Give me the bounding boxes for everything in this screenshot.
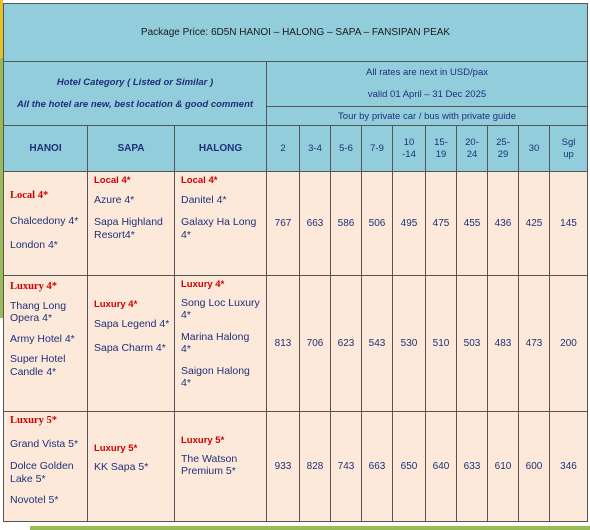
hotel-name: Sapa Highland Resort4* (94, 216, 163, 241)
hotel-name: Grand Vista 5* (10, 437, 79, 450)
hotel-name: Sapa Legend 4* (94, 317, 170, 330)
pax-header-l1: 7-9 (370, 142, 384, 154)
rates-currency-note: All rates are next in USD/pax (366, 67, 488, 78)
hotel-name: London 4* (10, 239, 58, 251)
pax-header-l1: 20- (465, 136, 479, 148)
hotel-name: Thang Long Opera 4* (10, 299, 67, 324)
pax-header-l2: 19 (435, 148, 447, 160)
price-cell: 813 (267, 276, 300, 412)
price-cell: 436 (488, 172, 519, 276)
halong-hotels-cell (175, 276, 267, 412)
tour-note: Tour by private car / bus with private guide (267, 107, 588, 126)
hotel-name: Chalcedony 4* (10, 214, 79, 227)
pax-header (519, 126, 550, 172)
pax-header (300, 126, 331, 172)
pax-header-l1: 3-4 (308, 142, 322, 154)
hotel-name: The Watson Premium 5* (181, 452, 238, 477)
price-cell: 650 (393, 412, 426, 522)
hanoi-hotels-cell (4, 412, 88, 522)
table-row (4, 172, 588, 276)
pax-header-l2: 29 (497, 148, 509, 160)
hotel-name: Azure 4* (94, 193, 135, 206)
pax-header-l1: 25- (496, 136, 510, 148)
pax-header (362, 126, 393, 172)
bottom-accent (30, 526, 590, 530)
hotel-category-label: Luxury 4* (10, 281, 57, 292)
hotel-name: Saigon Halong 4* (181, 364, 250, 389)
price-cell: 495 (393, 172, 426, 276)
price-cell: 510 (426, 276, 457, 412)
price-cell: 663 (300, 172, 331, 276)
hotel-name: Song Loc Luxury 4* (181, 296, 260, 321)
price-cell: 706 (300, 276, 331, 412)
price-cell: 145 (550, 172, 588, 276)
pax-header-l2: -14 (402, 148, 416, 160)
pax-header-l2: up (563, 148, 574, 160)
pax-header-l1: Sgl (561, 136, 576, 148)
hotel-category-label: Local 4* (10, 190, 49, 201)
price-cell: 610 (488, 412, 519, 522)
price-cell: 543 (362, 276, 393, 412)
price-cell: 743 (331, 412, 362, 522)
hotel-name: KK Sapa 5* (94, 460, 149, 473)
pax-header-l1: 30 (528, 142, 540, 154)
hotel-name: Marina Halong 4* (181, 330, 250, 355)
halong-hotels-cell (175, 412, 267, 522)
hotel-category-note (4, 62, 267, 126)
price-cell: 663 (362, 412, 393, 522)
price-cell: 600 (519, 412, 550, 522)
hotel-name: Army Hotel 4* (10, 332, 75, 345)
price-cell: 586 (331, 172, 362, 276)
pax-header-l2: 24 (466, 148, 478, 160)
price-cell: 503 (457, 276, 488, 412)
pax-header (457, 126, 488, 172)
hotel-name: Galaxy Ha Long 4* (181, 216, 257, 241)
rates-validity-note: valid 01 April – 31 Dec 2025 (367, 89, 487, 100)
price-cell: 640 (426, 412, 457, 522)
column-header-sapa: SAPA (88, 126, 175, 172)
price-cell: 425 (519, 172, 550, 276)
price-cell: 633 (457, 412, 488, 522)
hotel-category-label: Luxury 5* (10, 415, 57, 426)
hotel-category-label: Luxury 4* (181, 279, 225, 290)
price-cell: 623 (331, 276, 362, 412)
table-row (4, 412, 588, 522)
rates-note (267, 62, 588, 107)
hotel-category-label: Local 4* (94, 175, 131, 186)
pax-header-l1: 15- (434, 136, 448, 148)
hotel-name: Super Hotel Candle 4* (10, 353, 66, 378)
hotel-category-label: Luxury 5* (181, 435, 225, 446)
sapa-hotels-cell (88, 172, 175, 276)
pax-header (426, 126, 457, 172)
hotel-category-line1: Hotel Category ( Listed or Similar ) (56, 76, 214, 88)
hotel-category-label: Luxury 4* (94, 299, 138, 310)
hotel-name: Sapa Charm 4* (94, 342, 166, 354)
sapa-hotels-cell (88, 412, 175, 522)
hotel-name: Dolce Golden Lake 5* (10, 460, 74, 485)
price-cell: 475 (426, 172, 457, 276)
price-cell: 200 (550, 276, 588, 412)
pax-header-l1: 5-6 (339, 142, 353, 154)
price-cell: 506 (362, 172, 393, 276)
price-cell: 346 (550, 412, 588, 522)
price-cell: 483 (488, 276, 519, 412)
hanoi-hotels-cell (4, 172, 88, 276)
pax-header (550, 126, 588, 172)
pax-header-l1: 10 (403, 136, 415, 148)
price-cell: 473 (519, 276, 550, 412)
halong-hotels-cell (175, 172, 267, 276)
pax-header-l1: 2 (280, 142, 286, 154)
pax-header (267, 126, 300, 172)
column-header-halong: HALONG (175, 126, 267, 172)
table-row (4, 276, 588, 412)
pax-header (488, 126, 519, 172)
price-cell: 767 (267, 172, 300, 276)
hotel-category-label: Local 4* (181, 175, 218, 186)
hanoi-hotels-cell (4, 276, 88, 412)
hotel-category-label: Luxury 5* (94, 443, 138, 454)
pax-header (393, 126, 426, 172)
sapa-hotels-cell (88, 276, 175, 412)
package-price-table (3, 3, 588, 522)
price-cell: 933 (267, 412, 300, 522)
package-title: Package Price: 6D5N HANOI – HALONG – SAPA – FANSIPAN PEAK (4, 4, 588, 62)
price-cell: 455 (457, 172, 488, 276)
hotel-category-line2: All the hotel are new, best location & good comment (16, 98, 254, 110)
column-header-hanoi: HANOI (4, 126, 88, 172)
pax-header (331, 126, 362, 172)
price-cell: 828 (300, 412, 331, 522)
hotel-name: Novotel 5* (10, 494, 59, 506)
hotel-name: Danitel 4* (181, 193, 227, 206)
price-cell: 530 (393, 276, 426, 412)
